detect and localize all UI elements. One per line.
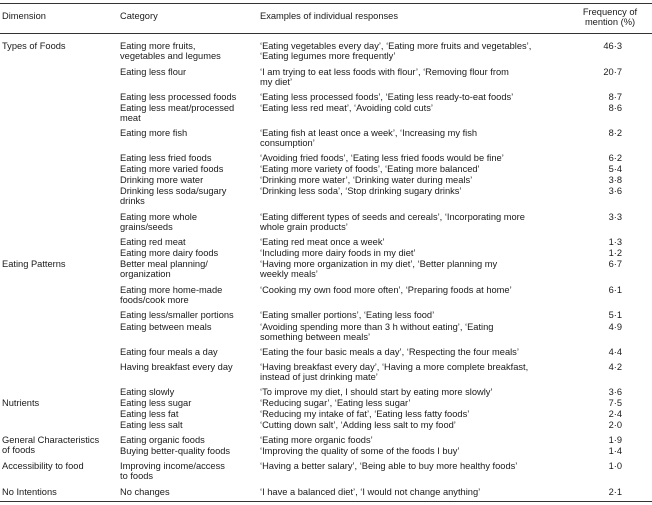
examples-cell xyxy=(260,387,493,397)
cell-line: ‘Eating more organic foods’ xyxy=(260,435,373,445)
header-category: Category xyxy=(120,11,158,21)
frequency-cell: 1·9 xyxy=(608,435,622,445)
cell-line: ‘Eating different types of seeds and cereals’, ‘Incorporating more xyxy=(260,212,525,222)
cell-line: ‘I have a balanced diet’, ‘I would not change anything’ xyxy=(260,487,481,497)
frequency-cell: 1·0 xyxy=(608,461,622,471)
category-cell xyxy=(120,248,218,258)
dimension-cell xyxy=(2,487,57,497)
cell-line: ‘Eating less processed foods’, ‘Eating less ready-to-eat foods’ xyxy=(260,92,514,102)
bottom-rule xyxy=(0,501,652,502)
cell-line: ‘Having breakfast every day’, ‘Having a more complete breakfast, xyxy=(260,362,529,372)
examples-cell xyxy=(260,212,525,232)
category-cell xyxy=(120,92,236,102)
category-cell xyxy=(120,435,205,445)
cell-line: Eating less fried foods xyxy=(120,153,212,163)
cell-line: Types of Foods xyxy=(2,41,66,51)
frequency-cell: 3·6 xyxy=(608,186,622,196)
cell-line: meat xyxy=(120,113,141,124)
category-cell xyxy=(120,237,186,247)
category-cell xyxy=(120,153,211,163)
cell-line: Eating more varied foods xyxy=(120,164,224,174)
frequency-cell: 8·7 xyxy=(608,92,622,102)
frequency-cell: 3·8 xyxy=(608,175,622,185)
category-cell xyxy=(120,387,174,397)
frequency-cell: 3·6 xyxy=(608,387,622,397)
category-cell xyxy=(120,164,223,174)
frequency-cell: 2·1 xyxy=(608,487,622,497)
cell-line: General Characteristics xyxy=(2,435,100,445)
cell-line: drinks xyxy=(120,196,145,207)
cell-line: Drinking more water xyxy=(120,175,204,185)
cell-line: ‘Drinking less soda’, ‘Stop drinking sugary drinks’ xyxy=(260,186,462,196)
frequency-cell: 1·2 xyxy=(608,248,622,258)
examples-cell xyxy=(260,237,385,247)
cell-line: ‘Eating smaller portions’, ‘Eating less food’ xyxy=(260,310,435,320)
cell-line: grains/seeds xyxy=(120,222,173,233)
cell-line: ‘Eating legumes more frequently’ xyxy=(260,51,396,62)
cell-line: Accessibility to food xyxy=(2,461,84,471)
frequency-cell: 2·0 xyxy=(608,420,622,430)
frequency-cell: 8·2 xyxy=(608,128,622,138)
category-cell xyxy=(120,212,197,232)
examples-cell xyxy=(260,487,480,497)
cell-line: ‘Drinking more water’, ‘Drinking water during meals’ xyxy=(260,175,473,185)
cell-line: Eating four meals a day xyxy=(120,347,218,357)
cell-line: Eating more dairy foods xyxy=(120,248,219,258)
header-frequency xyxy=(575,7,645,27)
category-cell xyxy=(120,259,208,279)
frequency-cell: 4·2 xyxy=(608,362,622,372)
examples-cell xyxy=(260,420,456,430)
cell-line: ‘To improve my diet, I should start by eating more slowly’ xyxy=(260,387,493,397)
cell-line: Eating slowly xyxy=(120,387,175,397)
top-rule xyxy=(0,3,652,4)
cell-line: Eating more fruits, xyxy=(120,41,196,51)
examples-cell xyxy=(260,362,528,382)
cell-line: ‘I am trying to eat less foods with flour’, ‘Removing flour from xyxy=(260,67,509,77)
cell-line: consumption’ xyxy=(260,138,315,149)
examples-cell xyxy=(260,67,509,87)
category-cell xyxy=(120,322,211,332)
cell-line: ‘Reducing sugar’, ‘Eating less sugar’ xyxy=(260,398,411,408)
examples-cell xyxy=(260,446,459,456)
cell-line: Improving income/access xyxy=(120,461,225,471)
cell-line: ‘Cooking my own food more often’, ‘Preparing foods at home’ xyxy=(260,285,512,295)
cell-line: vegetables and legumes xyxy=(120,51,221,62)
frequency-cell: 4·4 xyxy=(608,347,622,357)
header-frequency-line1: Frequency of xyxy=(582,7,638,17)
cell-line: Eating less sugar xyxy=(120,398,192,408)
header-rule xyxy=(0,33,652,34)
frequency-cell: 5·4 xyxy=(608,164,622,174)
examples-cell xyxy=(260,164,480,174)
cell-line: foods/cook more xyxy=(120,295,189,306)
category-cell xyxy=(120,186,226,206)
category-cell xyxy=(120,67,186,77)
frequency-cell: 4·9 xyxy=(608,322,622,332)
category-cell xyxy=(120,347,218,357)
category-cell xyxy=(120,446,230,456)
examples-cell xyxy=(260,322,493,342)
cell-line: ‘Eating more variety of foods’, ‘Eating more balanced’ xyxy=(260,164,480,174)
cell-line: ‘Eating less red meat’, ‘Avoiding cold cuts’ xyxy=(260,103,433,113)
dimension-cell xyxy=(2,41,66,51)
dimension-cell xyxy=(2,398,39,408)
examples-cell xyxy=(260,409,469,419)
dimension-cell xyxy=(2,461,84,471)
cell-line: Buying better-quality foods xyxy=(120,446,231,456)
examples-cell xyxy=(260,175,472,185)
category-cell xyxy=(120,285,222,305)
cell-line: Eating more whole xyxy=(120,212,197,222)
category-cell xyxy=(120,362,233,372)
cell-line: ‘Reducing my intake of fat’, ‘Eating less fatty foods’ xyxy=(260,409,470,419)
cell-line: Eating less processed foods xyxy=(120,92,237,102)
dimension-cell xyxy=(2,259,66,269)
frequency-cell: 20·7 xyxy=(603,67,622,77)
cell-line: Drinking less soda/sugary xyxy=(120,186,227,196)
examples-cell xyxy=(260,248,416,258)
cell-line: Eating more home-made xyxy=(120,285,223,295)
cell-line: Eating between meals xyxy=(120,322,212,332)
examples-cell xyxy=(260,461,517,471)
frequency-cell: 8·6 xyxy=(608,103,622,113)
category-cell xyxy=(120,41,221,61)
cell-line: organization xyxy=(120,269,171,280)
category-cell xyxy=(120,103,234,123)
frequency-cell: 46·3 xyxy=(603,41,622,51)
examples-cell xyxy=(260,435,373,445)
examples-cell xyxy=(260,92,513,102)
frequency-cell: 5·1 xyxy=(608,310,622,320)
cell-line: Eating more fish xyxy=(120,128,188,138)
cell-line: Eating less/smaller portions xyxy=(120,310,234,320)
cell-line: Better meal planning/ xyxy=(120,259,208,269)
category-cell xyxy=(120,128,187,138)
examples-cell xyxy=(260,186,462,196)
cell-line: ‘Eating vegetables every day’, ‘Eating more fruits and vegetables’, xyxy=(260,41,532,51)
category-cell xyxy=(120,461,225,481)
category-cell xyxy=(120,398,191,408)
examples-cell xyxy=(260,103,433,113)
cell-line: ‘Avoiding fried foods’, ‘Eating less fried foods would be fine’ xyxy=(260,153,504,163)
cell-line: Eating red meat xyxy=(120,237,186,247)
cell-line: weekly meals’ xyxy=(260,269,318,280)
category-cell xyxy=(120,409,178,419)
frequency-cell: 7·5 xyxy=(608,398,622,408)
frequency-cell: 6·2 xyxy=(608,153,622,163)
frequency-cell: 6·7 xyxy=(608,259,622,269)
frequency-cell: 1·3 xyxy=(608,237,622,247)
cell-line: No Intentions xyxy=(2,487,57,497)
examples-cell xyxy=(260,259,497,279)
category-cell xyxy=(120,175,203,185)
cell-line: ‘Having more organization in my diet’, ‘Better planning my xyxy=(260,259,498,269)
dimension-cell xyxy=(2,435,99,455)
cell-line: ‘Cutting down salt’, ‘Adding less salt to my food’ xyxy=(260,420,456,430)
cell-line: Eating organic foods xyxy=(120,435,205,445)
cell-line: Eating less salt xyxy=(120,420,183,430)
frequency-cell: 1·4 xyxy=(608,446,622,456)
cell-line: ‘Including more dairy foods in my diet’ xyxy=(260,248,416,258)
cell-line: ‘Eating fish at least once a week’, ‘Increasing my fish xyxy=(260,128,478,138)
cell-line: ‘Having a better salary’, ‘Being able to buy more healthy foods’ xyxy=(260,461,518,471)
category-cell xyxy=(120,420,183,430)
cell-line: whole grain products’ xyxy=(260,222,348,233)
examples-cell xyxy=(260,285,512,295)
examples-cell xyxy=(260,347,519,357)
header-dimension: Dimension xyxy=(2,11,46,21)
frequency-cell: 3·3 xyxy=(608,212,622,222)
cell-line: ‘Improving the quality of some of the foods I buy’ xyxy=(260,446,460,456)
cell-line: Having breakfast every day xyxy=(120,362,233,372)
cell-line: to foods xyxy=(120,471,154,482)
cell-line: my diet’ xyxy=(260,77,293,88)
cell-line: No changes xyxy=(120,487,170,497)
examples-cell xyxy=(260,128,477,148)
header-frequency-line2: mention (%) xyxy=(584,17,636,28)
cell-line: ‘Eating red meat once a week’ xyxy=(260,237,385,247)
examples-cell xyxy=(260,153,504,163)
header-examples: Examples of individual responses xyxy=(260,11,398,21)
examples-cell xyxy=(260,41,531,61)
category-cell xyxy=(120,310,234,320)
cell-line: Eating less meat/processed xyxy=(120,103,235,113)
cell-line: Eating less fat xyxy=(120,409,179,419)
cell-line: ‘Eating the four basic meals a day’, ‘Respecting the four meals’ xyxy=(260,347,519,357)
cell-line: something between meals’ xyxy=(260,332,371,343)
frequency-cell: 2·4 xyxy=(608,409,622,419)
cell-line: Eating Patterns xyxy=(2,259,66,269)
cell-line: Nutrients xyxy=(2,398,40,408)
examples-cell xyxy=(260,398,411,408)
cell-line: instead of just drinking mate’ xyxy=(260,372,378,383)
frequency-cell: 6·1 xyxy=(608,285,622,295)
cell-line: of foods xyxy=(2,445,36,456)
cell-line: ‘Avoiding spending more than 3 h without eating’, ‘Eating xyxy=(260,322,494,332)
cell-line: Eating less flour xyxy=(120,67,187,77)
examples-cell xyxy=(260,310,434,320)
category-cell xyxy=(120,487,170,497)
